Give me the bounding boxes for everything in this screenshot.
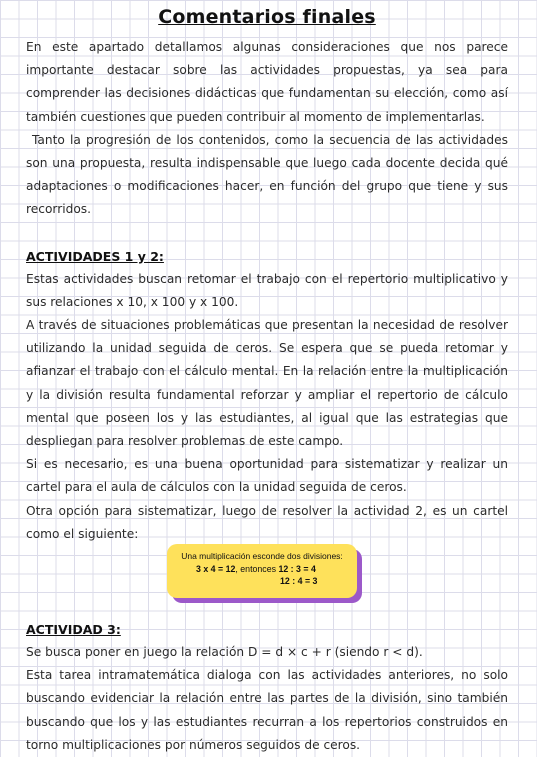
intro-paragraph-1: En este apartado detallamos algunas consideraciones que nos parece importante destacar sobre las actividades propuestas, ya sea para comprender las decisiones didácticas que fundamentan su elección, como así también cuestiones que pueden contribuir al momento de implementarlas. (26, 40, 508, 124)
section-heading-actividades-1-2: ACTIVIDADES 1 y 2: (26, 248, 164, 264)
section-heading-actividad-3: ACTIVIDAD 3: (26, 622, 121, 638)
page-title: Comentarios finales (158, 6, 376, 28)
section1-paragraph-2: A través de situaciones problemáticas que presentan la necesidad de resolver utilizando la unidad seguida de ceros. Se espera que se pueda retomar y afianzar el trabajo con el cálculo mental. En la relación entre la multiplicación y la división resulta fundamental reforzar y ampliar el repertorio de cálculo mental que poseen los y las estudiantes, al igual que las estrategias que despliegan para resolver problemas de este campo. (26, 318, 508, 449)
section1-paragraph-1: Estas actividades buscan retomar el trabajo con el repertorio multiplicativo y sus relaciones x 10, x 100 y x 100. (26, 271, 508, 309)
cartel-division-1: 12 : 3 = 4 (278, 564, 316, 575)
section2-paragraph-2: Esta tarea intramatemática dialoga con las actividades anteriores, no solo buscando evidenciar la relación entre las partes de la división, sino también buscando que los y las estudiantes recurran a los repertorios construidos en torno multiplicaciones por números seguidos de ceros. (26, 668, 508, 752)
cartel-connector: , entonces (235, 564, 279, 575)
cartel-multiplication: 3 x 4 = 12 (196, 564, 236, 575)
division-cartel (167, 544, 357, 598)
spacer (26, 222, 508, 245)
intro-paragraph-2: Tanto la progresión de los contenidos, como la secuencia de las actividades son una propuesta, resulta indispensable que luego cada docente decida qué adaptaciones o modificaciones hacer, en función del grupo que tiene y sus recorridos. (26, 132, 508, 217)
cartel-division-2: 12 : 4 = 3 (280, 576, 318, 587)
section2-paragraph-1: Se busca poner en juego la relación D = d × c + r (siendo r < d). (26, 645, 423, 660)
cartel-line-1: Una multiplicación esconde dos divisiones: (181, 551, 343, 562)
document-page (26, 6, 508, 757)
section1-paragraph-4: Otra opción para sistematizar, luego de resolver la actividad 2, es un cartel como el siguiente: (26, 503, 508, 541)
section1-paragraph-3: Si es necesario, es una buena oportunidad para sistematizar y realizar un cartel para el aula de cálculos con la unidad seguida de ceros. (26, 457, 508, 495)
cartel-line-2 (167, 561, 357, 574)
cartel-container (26, 546, 508, 618)
